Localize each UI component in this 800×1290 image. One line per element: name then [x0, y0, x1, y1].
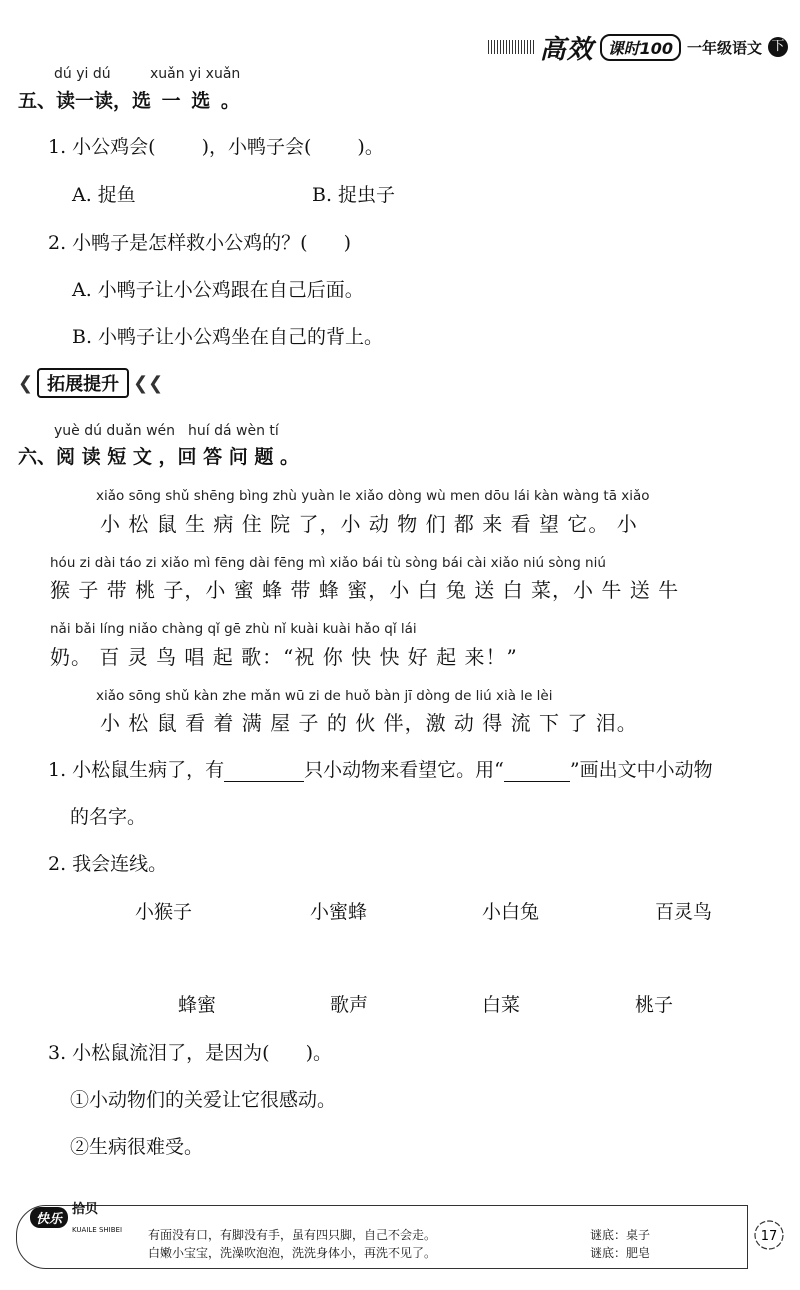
banner-label: 拓展提升 [37, 368, 129, 398]
sec6-q1 [48, 755, 713, 782]
brand-subtitle: 课时100 [600, 34, 681, 61]
match-top-4[interactable]: 百灵鸟 [655, 901, 713, 923]
footer-badge-pill: 快乐 [30, 1207, 68, 1228]
sec6-title-a: 阅 读 短 文 ， [56, 446, 178, 468]
sec5-q2 [48, 228, 351, 255]
riddle-2-answer: 谜底：肥皂 [590, 1246, 651, 1260]
passage-line1: 小 松 鼠 生 病 住 院 了，小 动 物 们 都 来 看 望 它。 小 [100, 512, 638, 536]
answer-blank-symbol[interactable] [504, 763, 570, 782]
sec5-pinyin-b: xuǎn yi xuǎn [150, 66, 241, 82]
page-number: 17 [760, 1229, 778, 1244]
sec6-title [18, 442, 299, 469]
chevron-double-left-icon: ❮❮ [133, 372, 164, 394]
sec5-option-b: B. 捉虫子 [312, 184, 396, 206]
sec5-q2-text: 2. 小鸭子是怎样救小公鸡的？( [48, 232, 308, 254]
match-bottom-4[interactable]: 桃子 [635, 994, 674, 1016]
sec6-q3-option-2: ②生病很难受。 [70, 1136, 204, 1158]
footer-badge [30, 1198, 122, 1236]
sec5-pinyin-a: dú yi dú [54, 66, 111, 82]
riddle-2: 白嫩小宝宝，洗澡吹泡泡，洗洗身体小，再洗不见了。 [148, 1246, 437, 1260]
passage-pinyin-line3: nǎi bǎi líng niǎo chàng qǐ gē zhù nǐ kuài kuài hǎo qǐ lái [50, 621, 417, 637]
sec5-q2-option-a: A. 小鸭子让小公鸡跟在自己后面。 [72, 279, 364, 301]
match-bottom-2[interactable]: 歌声 [330, 994, 369, 1016]
sec6-pinyin-a: yuè dú duǎn wén [54, 423, 176, 439]
match-top-2[interactable]: 小蜜蜂 [310, 901, 368, 923]
sec6-q3-option-1: ①小动物们的关爱让它很感动。 [70, 1089, 337, 1111]
passage-line2: 猴 子 带 桃 子，小 蜜 蜂 带 蜂 蜜，小 白 兔 送 白 菜，小 牛 送 牛 [50, 578, 680, 602]
passage-line3: 奶。 百 灵 鸟 唱 起 歌：“祝 你 快 快 好 起 来！” [50, 645, 518, 669]
footer-badge-title: 拾贝 [72, 1202, 99, 1217]
sec5-title [18, 86, 242, 113]
footer-badge-en: KUAILE SHIBEI [72, 1226, 123, 1234]
brand-title: 高效 [539, 34, 594, 65]
passage-pinyin-line2: hóu zi dài táo zi xiǎo mì fēng dài fēng mì xiǎo bái tù sòng bái cài xiǎo niú sòng niú [50, 555, 606, 571]
sec6-q1-b: 只小动物来看望它。用“ [304, 759, 504, 781]
volume-badge: 下 [768, 37, 788, 57]
page-header [488, 30, 788, 64]
passage-line4: 小 松 鼠 看 着 满 屋 子 的 伙 伴，激 动 得 流 下 了 泪。 [100, 711, 638, 735]
sec6-q1-c: ”画出文中小动物 [569, 759, 713, 781]
sec6-q2: 2. 我会连线。 [48, 853, 168, 875]
sec6-q3-text: 3. 小松鼠流泪了，是因为( [48, 1042, 270, 1064]
answer-blank-count[interactable] [224, 763, 304, 782]
sec6-q3-end: )。 [305, 1042, 333, 1064]
sec5-option-a: A. 捉鱼 [72, 184, 136, 206]
sec5-title-a: 读一读， [56, 90, 133, 112]
riddle-1-answer: 谜底：桌子 [590, 1228, 651, 1242]
match-bottom-1[interactable]: 蜂蜜 [178, 994, 217, 1016]
sec5-title-prefix: 五、 [18, 90, 57, 112]
sec5-q1-prefix: 1. 小公鸡会( [48, 136, 156, 158]
sec5-q2-option-b: B. 小鸭子让小公鸡坐在自己的背上。 [72, 326, 384, 348]
sec6-pinyin-b: huí dá wèn tí [188, 423, 279, 439]
header-decoration [488, 40, 534, 54]
sec5-q1 [48, 132, 384, 159]
sec6-title-b: 回 答 问 题 。 [177, 446, 299, 468]
match-top-1[interactable]: 小猴子 [135, 901, 193, 923]
grade-label: 一年级语文 [686, 38, 762, 57]
sec6-q1-cont: 的名字。 [70, 806, 147, 828]
passage-pinyin-line1: xiǎo sōng shǔ shēng bìng zhù yuàn le xiǎo dòng wù men dōu lái kàn wàng tā xiǎo [96, 488, 650, 504]
riddle-1: 有面没有口，有脚没有手，虽有四只脚，自己不会走。 [148, 1228, 437, 1242]
sec5-q1-end: )。 [357, 136, 384, 158]
match-bottom-3[interactable]: 白菜 [482, 994, 521, 1016]
chevron-left-icon: ❮ [18, 372, 34, 394]
match-top-3[interactable]: 小白兔 [482, 901, 540, 923]
sec5-title-b: 选 一 选 。 [132, 90, 242, 112]
sec6-q3 [48, 1038, 332, 1065]
sec5-q2-end: ) [343, 232, 352, 254]
sec6-q1-a: 1. 小松鼠生病了，有 [48, 759, 225, 781]
passage-pinyin-line4: xiǎo sōng shǔ kàn zhe mǎn wū zi de huǒ bàn jī dòng de liú xià le lèi [96, 688, 553, 704]
page-number-flower [752, 1218, 786, 1252]
extension-banner [18, 368, 163, 398]
sec5-q1-mid: )，小鸭子会( [201, 136, 312, 158]
sec6-title-prefix: 六、 [18, 446, 57, 468]
